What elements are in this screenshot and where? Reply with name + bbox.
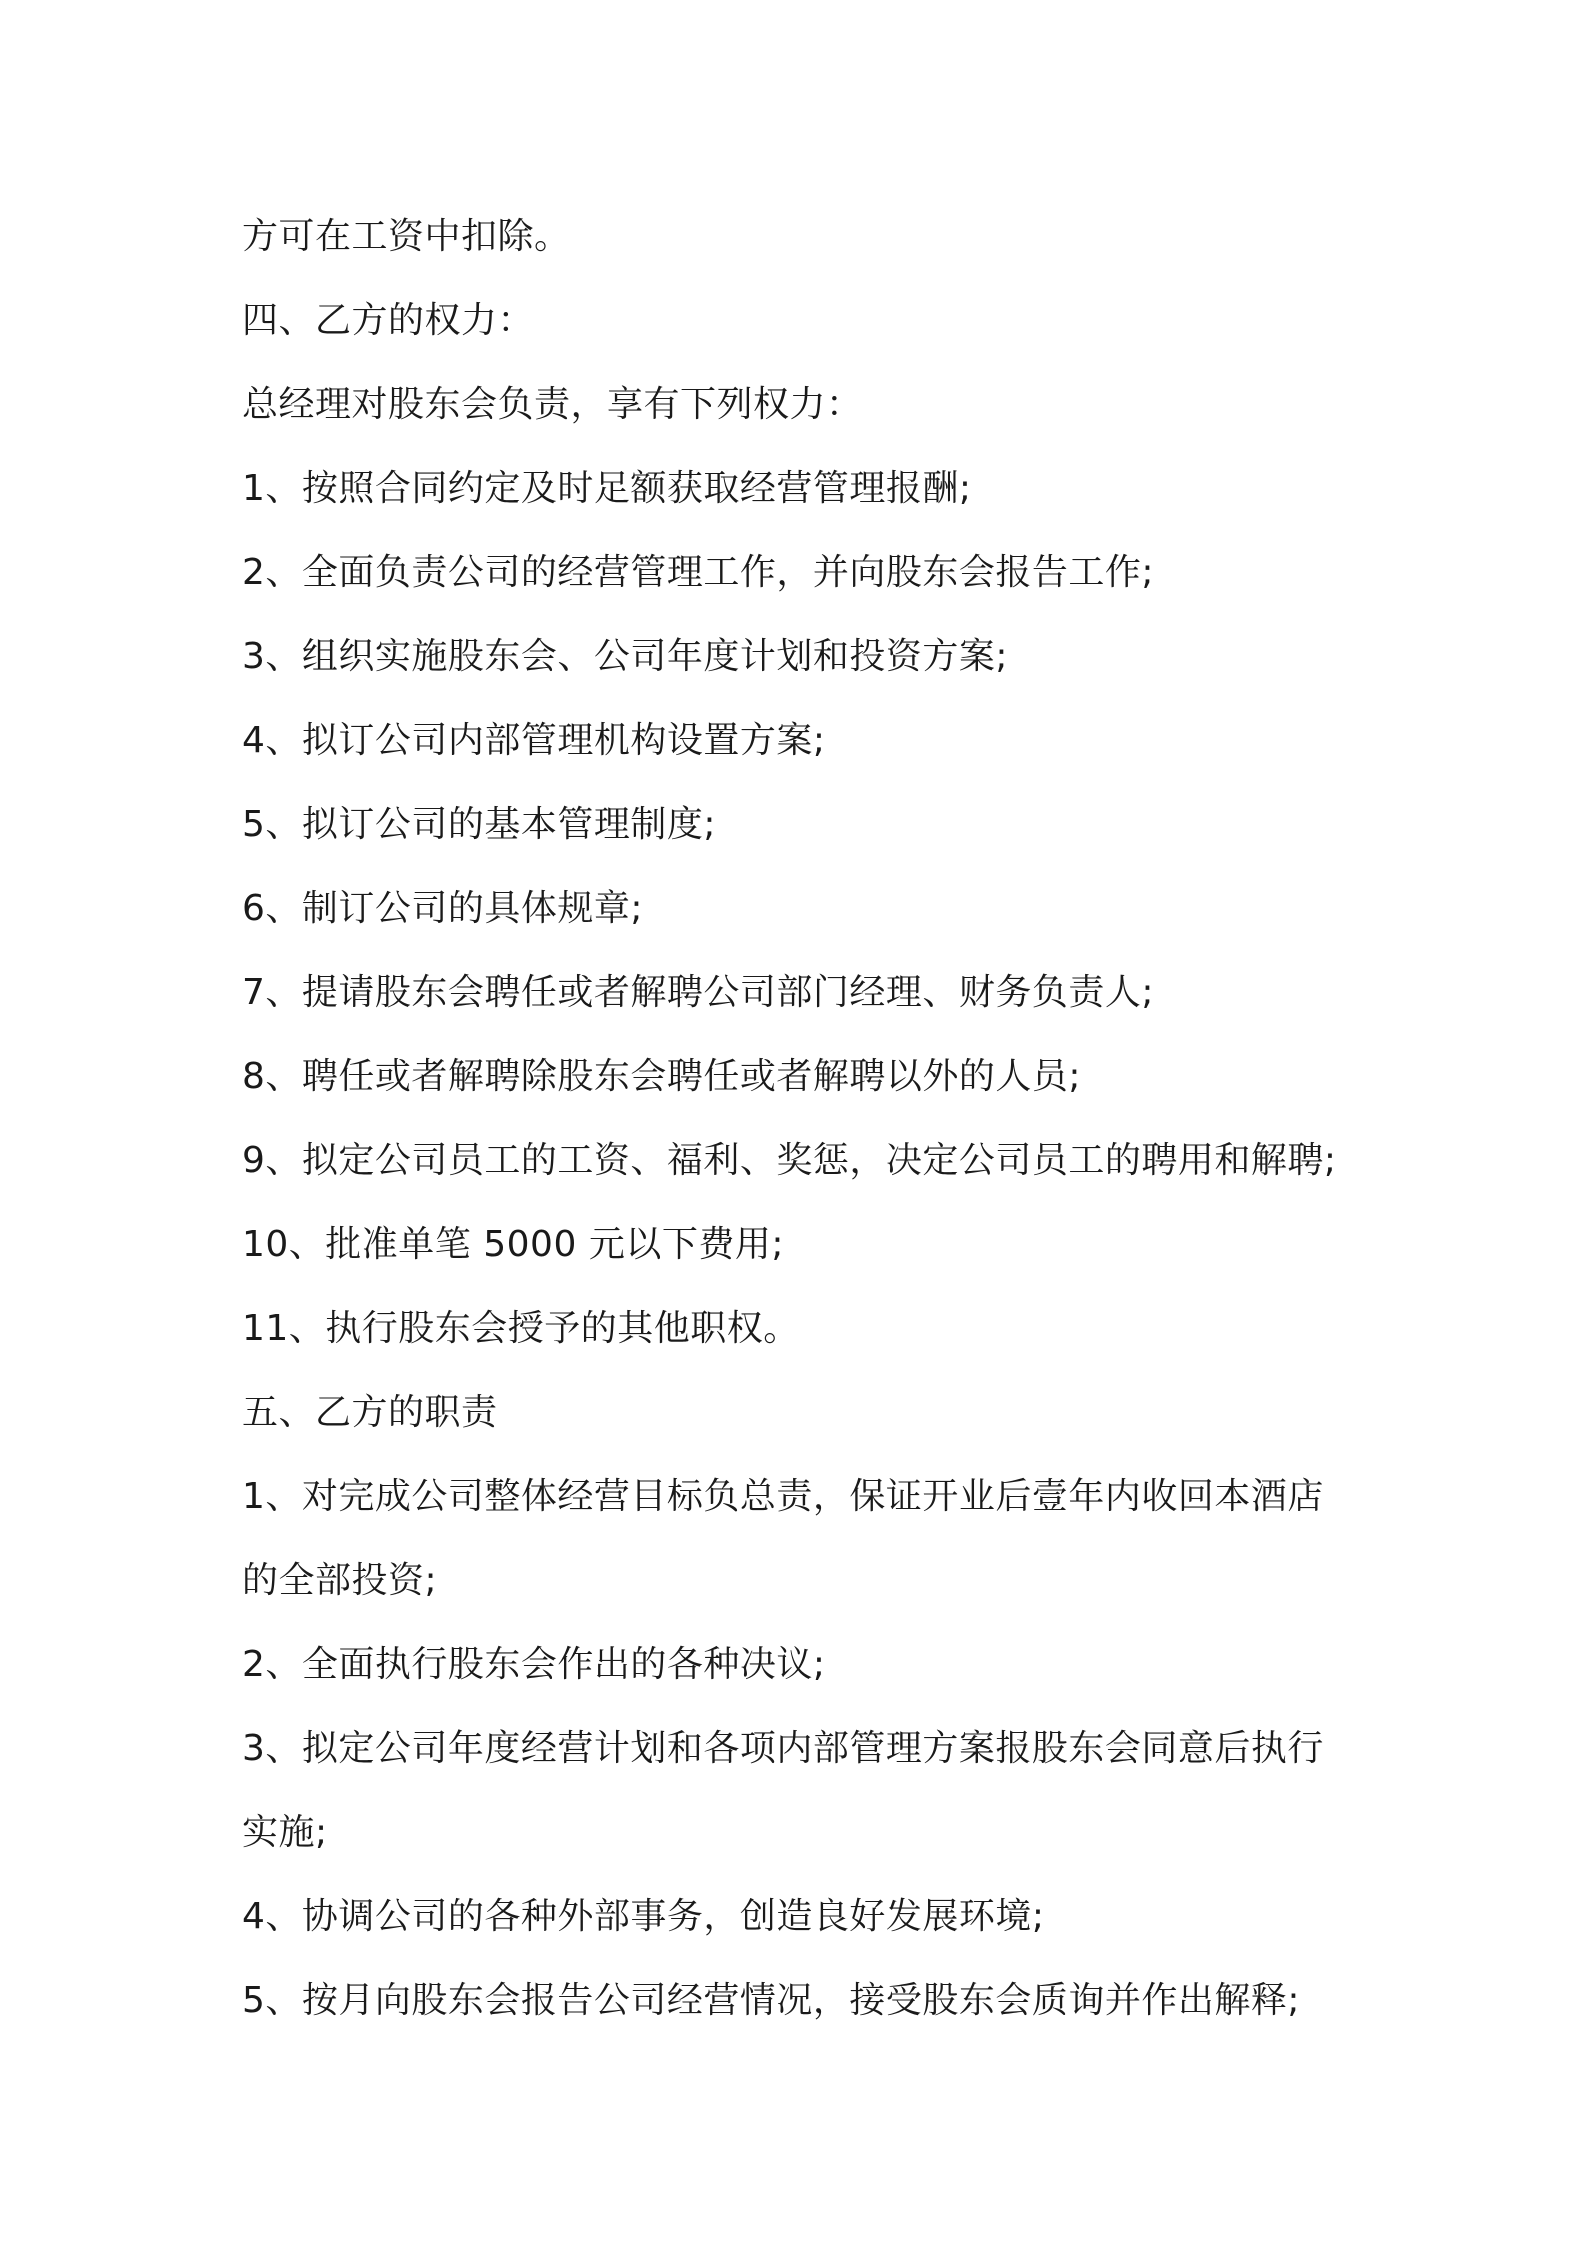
rights-item-9: 9、拟定公司员工的工资、福利、奖惩，决定公司员工的聘用和解聘; [242, 1140, 1337, 1181]
duties-item-4: 4、协调公司的各种外部事务，创造良好发展环境; [242, 1896, 1045, 1937]
duties-item-1: 1、对完成公司整体经营目标负总责，保证开业后壹年内收回本酒店 [242, 1476, 1324, 1517]
rights-intro: 总经理对股东会负责，享有下列权力： [242, 384, 863, 425]
section-heading-duties: 五、乙方的职责 [242, 1392, 498, 1433]
section-heading-rights: 四、乙方的权力： [242, 300, 535, 341]
rights-item-8: 8、聘任或者解聘除股东会聘任或者解聘以外的人员; [242, 1056, 1082, 1097]
text-line-continuation: 方可在工资中扣除。 [242, 216, 571, 257]
rights-item-5: 5、拟订公司的基本管理制度; [242, 804, 717, 845]
duties-item-3: 3、拟定公司年度经营计划和各项内部管理方案报股东会同意后执行 [242, 1728, 1324, 1769]
rights-item-3: 3、组织实施股东会、公司年度计划和投资方案; [242, 636, 1009, 677]
duties-item-1-continuation: 的全部投资; [242, 1560, 438, 1601]
rights-item-2: 2、全面负责公司的经营管理工作，并向股东会报告工作; [242, 552, 1155, 593]
duties-item-5: 5、按月向股东会报告公司经营情况，接受股东会质询并作出解释; [242, 1980, 1301, 2021]
duties-item-3-continuation: 实施; [242, 1812, 328, 1853]
rights-item-6: 6、制订公司的具体规章; [242, 888, 644, 929]
document-body [242, 195, 1362, 2043]
rights-item-11: 11、执行股东会授予的其他职权。 [242, 1308, 800, 1349]
rights-item-7: 7、提请股东会聘任或者解聘公司部门经理、财务负责人; [242, 972, 1155, 1013]
rights-item-4: 4、拟订公司内部管理机构设置方案; [242, 720, 826, 761]
rights-item-1: 1、按照合同约定及时足额获取经营管理报酬; [242, 468, 972, 509]
rights-item-10: 10、批准单笔 5000 元以下费用; [242, 1224, 784, 1265]
duties-item-2: 2、全面执行股东会作出的各种决议; [242, 1644, 826, 1685]
